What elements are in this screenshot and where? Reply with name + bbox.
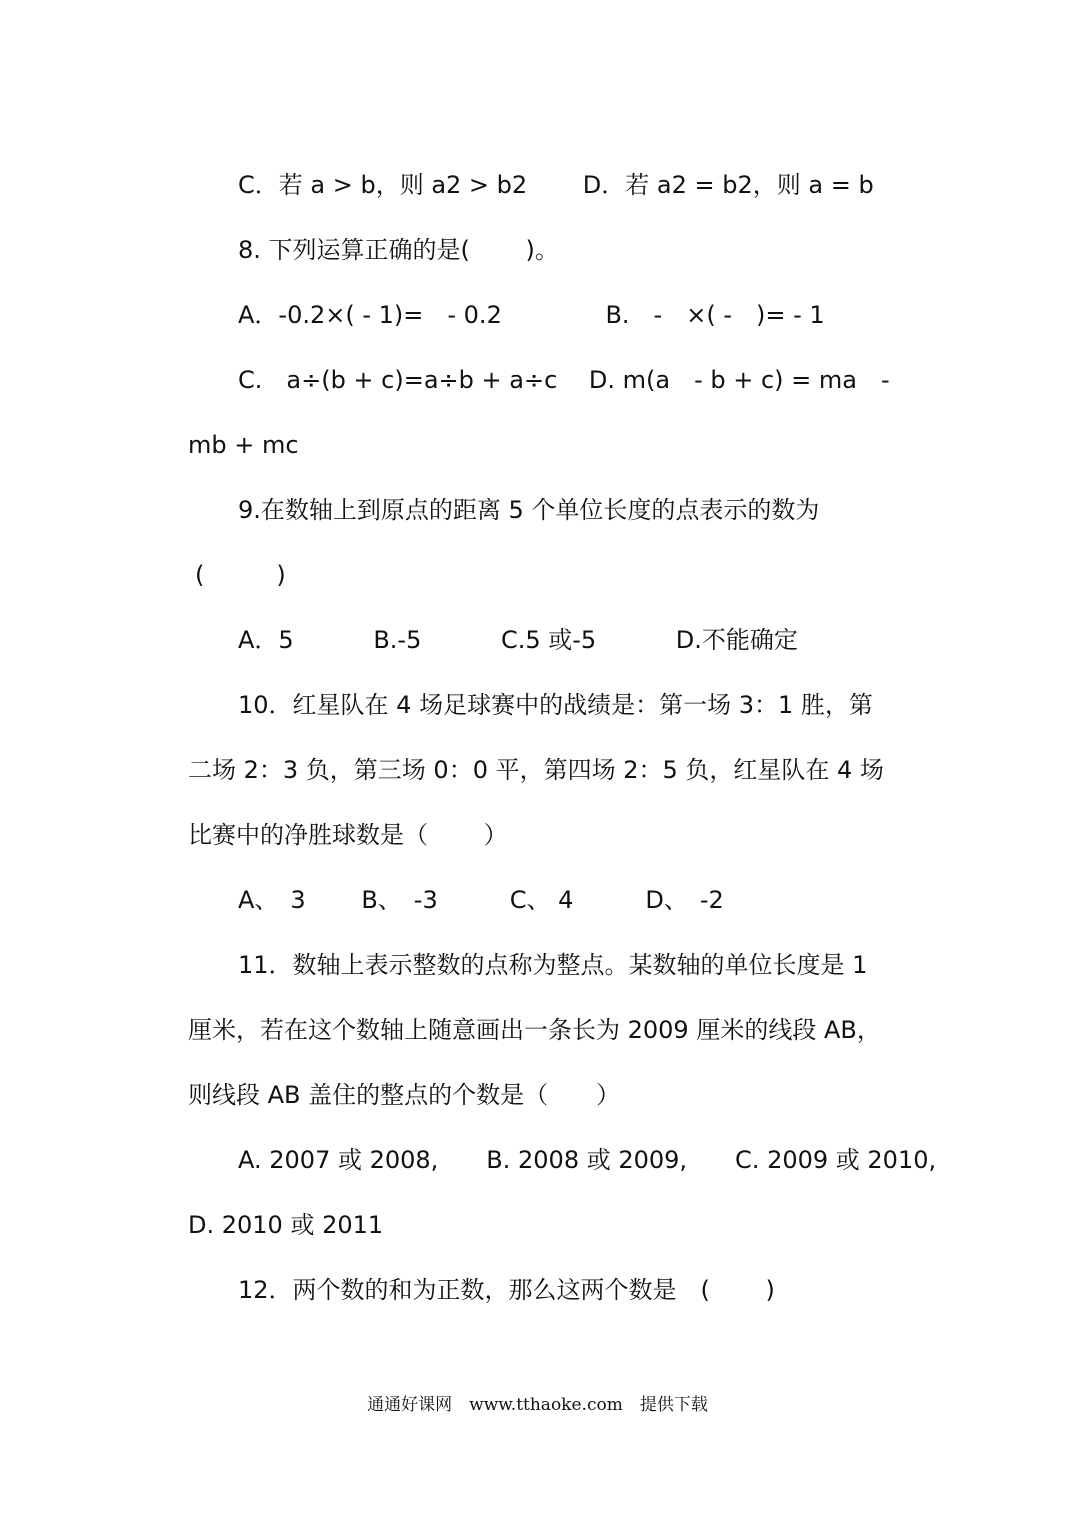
question-9-blank: ( ) — [195, 561, 286, 589]
question-11-options-abc: A. 2007 或 2008, B. 2008 或 2009, C. 2009 或 2010, — [238, 1146, 937, 1174]
page-footer: 通通好课网 www.tthaoke.com 提供下载 — [367, 1395, 708, 1415]
question-8-options-cd: C. a÷(b + c)=a÷b + a÷c D. m(a - b + c) = ma - — [238, 366, 890, 394]
question-9-options: A．5 B.-5 C.5 或-5 D.不能确定 — [238, 626, 798, 654]
question-11-option-d: D. 2010 或 2011 — [188, 1211, 384, 1239]
question-10-stem-1: 10．红星队在 4 场足球赛中的战绩是：第一场 3：1 胜，第 — [238, 691, 873, 719]
question-8-stem: 8. 下列运算正确的是( )。 — [238, 236, 559, 264]
question-11-stem-2: 厘米，若在这个数轴上随意画出一条长为 2009 厘米的线段 AB， — [188, 1016, 881, 1044]
question-10-stem-2: 二场 2：3 负，第三场 0：0 平，第四场 2：5 负，红星队在 4 场 — [188, 756, 884, 784]
question-10-options: A、 3 B、 -3 C、 4 D、 -2 — [238, 886, 724, 914]
question-12-stem: 12．两个数的和为正数，那么这两个数是 ( ) — [238, 1276, 775, 1304]
question-10-stem-3: 比赛中的净胜球数是（ ） — [188, 821, 508, 849]
option-c-d-line: C．若 a > b，则 a2 > b2 D．若 a2 = b2，则 a = b — [238, 171, 874, 199]
question-11-stem-3: 则线段 AB 盖住的整点的个数是（ ） — [188, 1081, 621, 1109]
question-11-stem-1: 11．数轴上表示整数的点称为整点。某数轴的单位长度是 1 — [238, 951, 868, 979]
question-9-stem: 9.在数轴上到原点的距离 5 个单位长度的点表示的数为 — [238, 496, 820, 524]
question-8-options-cd-cont: mb + mc — [188, 431, 299, 459]
question-8-options-ab: A．-0.2×( - 1)= - 0.2 B. - ×( - )= - 1 — [238, 301, 825, 329]
